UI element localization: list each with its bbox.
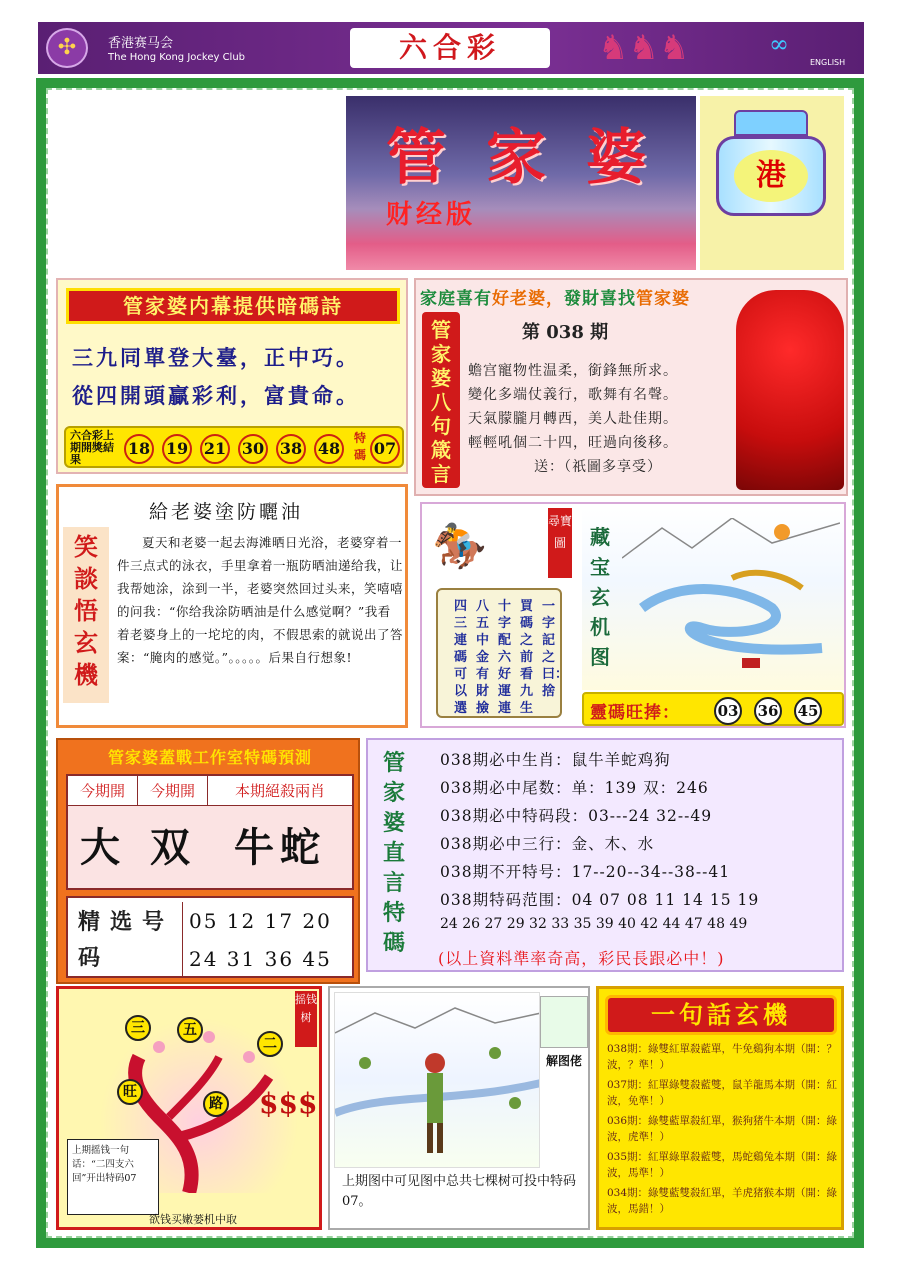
result-ball: 21 <box>200 434 230 464</box>
riddle-line: 037期：紅單綠雙殺藍雙，鼠羊龍馬本期（開：紅波，免準！） <box>607 1079 838 1107</box>
talk-line: 24 26 27 29 32 33 35 39 40 42 44 47 48 49 <box>440 916 748 932</box>
treasure-panel <box>420 502 846 728</box>
lantern-logo <box>700 96 844 270</box>
tree-ball: 三 <box>125 1015 151 1041</box>
poem-panel <box>56 278 408 474</box>
poem-line: 從四開頭贏彩利，富貴命。 <box>72 383 360 408</box>
saying-line: 輕輕吼個二十四，旺過向後移。 <box>468 435 678 451</box>
riddle-scroll <box>436 588 569 718</box>
bride-image <box>736 290 844 490</box>
org-name-cn: 香港赛马会 <box>108 36 174 51</box>
rings-icon[interactable]: ∞ <box>769 30 789 58</box>
tree-caption: 欲钱买嫩蒌机中取 <box>149 1213 237 1226</box>
talk-line: 038期不开特号：17--20--34--38--41 <box>440 863 731 881</box>
tree-ball: 旺 <box>117 1079 143 1105</box>
headline-part: 家庭喜有 <box>420 289 492 309</box>
poem-title: 管家婆内幕提供暗碼詩 <box>66 288 400 324</box>
numbers-row: 05 12 17 20 <box>189 909 332 933</box>
tree-ball: 二 <box>257 1031 283 1057</box>
selected-numbers-label: 精选号码 <box>78 909 175 971</box>
lantern-char: 港 <box>734 150 808 202</box>
talk-line: 038期必中特码段：03---24 32--49 <box>440 807 713 825</box>
decode-label: 解图佬 <box>545 1054 582 1068</box>
saying-line: 變化多端仗義行，歌舞有名聲。 <box>468 387 678 403</box>
tree-ball: 路 <box>203 1091 229 1117</box>
scroll-column: 一字記之曰：捨 <box>542 599 569 699</box>
tree-ball: 五 <box>177 1017 203 1043</box>
money-tree-panel <box>56 986 322 1230</box>
selected-numbers-values <box>182 902 352 978</box>
lottery-title: 六合彩 <box>350 28 550 68</box>
straight-talk-panel <box>366 738 844 972</box>
saying-line: 蟾宫寵物性温柔，銜鋒無所求。 <box>468 363 678 379</box>
jockey-club-icon: ✣ <box>46 28 88 68</box>
map-drawing <box>622 518 840 686</box>
result-ball: 30 <box>238 434 268 464</box>
horse-racing-icon: ♞♞♞ <box>598 28 690 68</box>
blank-area <box>48 96 346 270</box>
horse-rider-icon: 🏇 <box>432 521 487 572</box>
special-label: 特碼 <box>354 431 367 462</box>
lucky-ball: 36 <box>754 697 782 725</box>
talk-line: 038期必中尾数：单：139 双：246 <box>440 779 709 797</box>
picture-riddle-panel <box>328 986 590 1230</box>
talk-line: 038期必中三行：金、木、水 <box>440 835 655 853</box>
banner-subtitle: 财经版 <box>386 200 477 230</box>
grid-header: 今期開 <box>68 776 138 806</box>
one-sentence-title: 一句話玄機 <box>605 995 837 1035</box>
riddle-line: 034期：綠雙藍雙殺紅單，羊虎猪猴本期（開：綠波，馬錯！） <box>607 1187 838 1215</box>
result-ball: 48 <box>314 434 344 464</box>
talk-line: 038期必中生肖：鼠牛羊蛇鸡狗 <box>440 751 671 769</box>
tree-note: 上期摇钱一句话：“二四支六回”开出特码07 <box>67 1139 159 1215</box>
scroll-column: 八五中金有財撿 <box>476 599 490 716</box>
lucky-numbers-bar <box>582 692 844 726</box>
picture-riddle-caption: 上期图中可见图中总共七棵树可投中特码07。 <box>342 1174 577 1209</box>
lucky-ball: 03 <box>714 697 742 725</box>
joke-title: 給老婆塗防曬油 <box>149 501 304 523</box>
picture-riddle-image <box>334 992 540 1168</box>
riddle-line: 038期：綠雙紅單殺藍單，牛免鷄狗本期（開：？波，？準！） <box>607 1043 838 1071</box>
numbers-row: 24 31 36 45 <box>189 947 332 971</box>
bride-headline <box>420 284 690 309</box>
poem-line: 三九同單登大臺，正中巧。 <box>72 345 360 370</box>
banner <box>346 96 696 270</box>
headline-part: 發財喜找 <box>564 289 636 309</box>
prediction-grid <box>66 774 354 890</box>
riddle-line: 035期：紅單綠單殺藍雙，馬蛇鷄兔本期（開：綠波，馬準！） <box>607 1151 838 1179</box>
grid-header: 今期開 <box>138 776 208 806</box>
eight-sayings-label: 管家婆八句箴言 <box>422 312 460 488</box>
saying-line: 天氣朦朧月轉西，美人赴佳期。 <box>468 411 678 427</box>
one-sentence-panel <box>596 986 844 1230</box>
joke-text: 夏天和老婆一起去海滩晒日光浴，老婆穿着一件三点式的泳衣，手里拿着一瓶防晒油递给我，让我帮她涂，涂到一半，老婆突然回过头来，笑嘻嘻的问我：“你给我涂防晒油是什么感觉啊？”我看着老婆身上的一坨坨的肉，不假思索的就说出了答案：“腌肉的感觉。”。。。。。后果自行想象! <box>117 535 404 665</box>
special-ball: 07 <box>370 434 400 464</box>
big-small-prediction: 大 <box>80 824 126 871</box>
money-coins-icon: $$$ <box>259 1087 318 1120</box>
headline-part: 管家婆 <box>636 289 690 309</box>
header-bar <box>38 22 864 74</box>
last-result-label: 六合彩上期開獎結果 <box>70 429 114 466</box>
selected-numbers <box>66 896 354 978</box>
saying-line: 送：（祇圖多享受） <box>534 459 662 475</box>
headline-part: 好老婆， <box>492 289 564 309</box>
joke-side-label: 笑談悟玄機 <box>63 527 109 703</box>
map-label: 藏宝玄机图 <box>590 525 610 669</box>
prediction-panel <box>56 738 360 984</box>
result-ball: 38 <box>276 434 306 464</box>
riddle-line: 036期：綠雙藍單殺紅單，猴狗猪牛本期（開：綠波，虎準！） <box>607 1115 838 1143</box>
money-tree-tag: 摇钱树 <box>295 991 317 1047</box>
grid-header: 本期絕殺兩肖 <box>208 776 352 806</box>
result-ball: 19 <box>162 434 192 464</box>
treasure-map-tag: 尋寶圖 <box>548 508 572 578</box>
talk-footer: (以上資料準率奇高，彩民長跟必中！) <box>438 949 725 968</box>
talk-line: 038期特码范围：04 07 08 11 14 15 19 <box>440 891 760 909</box>
scroll-column: 十字配六好運連 <box>498 599 512 716</box>
odd-even-prediction: 双 <box>150 824 196 871</box>
scroll-column: 四三連碼可以選 <box>454 599 468 716</box>
prediction-title: 管家婆蓋戰工作室特碼預測 <box>107 748 312 767</box>
lucky-ball: 45 <box>794 697 822 725</box>
decode-icon <box>540 996 588 1048</box>
treasure-map-image <box>582 508 844 690</box>
bride-panel <box>414 278 848 496</box>
straight-talk-label: 管家婆直言特碼 <box>382 750 405 956</box>
result-ball: 18 <box>124 434 154 464</box>
lantern-top <box>734 110 808 136</box>
org-name-en: The Hong Kong Jockey Club <box>108 52 246 63</box>
scroll-column: 買碼之前看九生 <box>520 599 534 716</box>
joke-panel <box>56 484 408 728</box>
kill-zodiac: 牛蛇 <box>234 824 326 871</box>
issue-number: 第 038 期 <box>522 322 609 343</box>
last-result-bar <box>64 426 404 468</box>
english-link[interactable]: ENGLISH <box>810 58 846 67</box>
banner-title: 管家婆 <box>386 123 686 193</box>
lucky-label: 靈碼旺捧： <box>590 703 680 723</box>
